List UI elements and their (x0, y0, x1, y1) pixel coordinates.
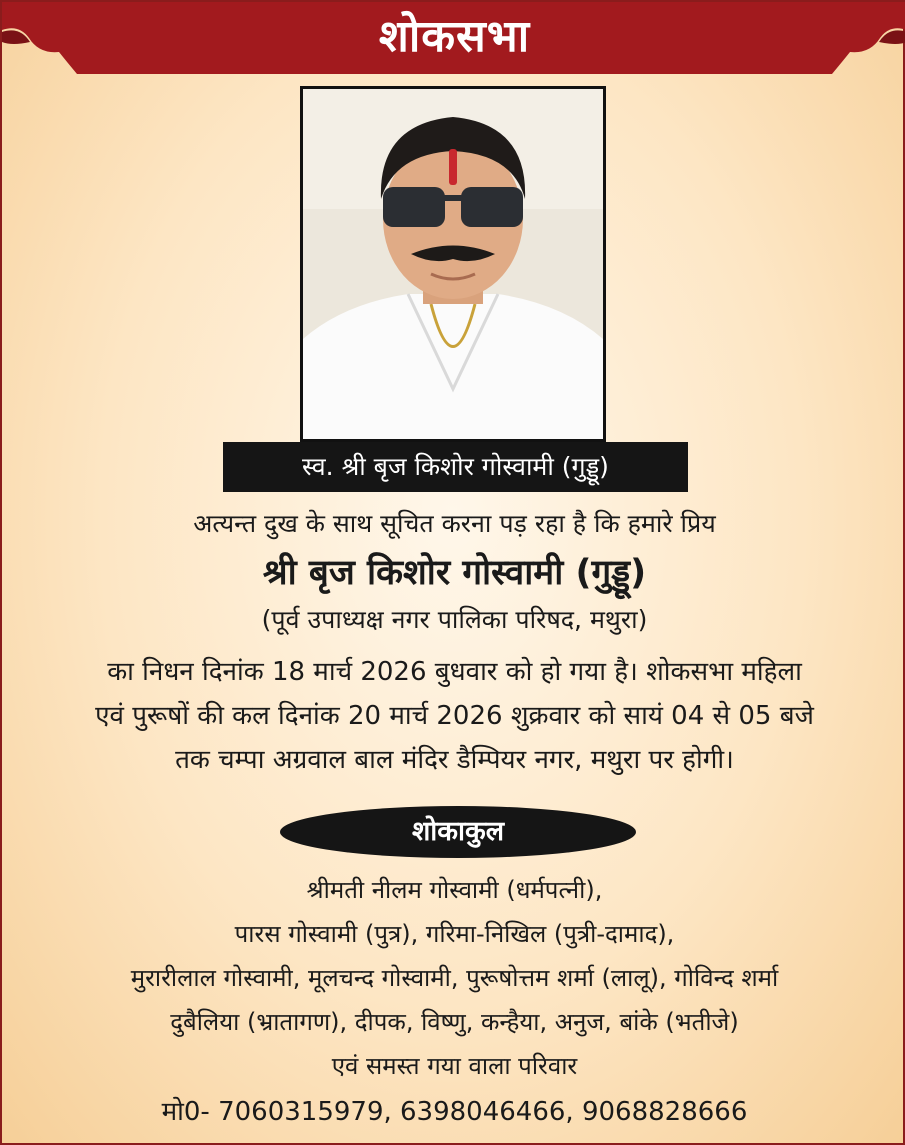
former-post: (पूर्व उपाध्यक्ष नगर पालिका परिषद, मथुरा) (261, 605, 648, 634)
deceased-name: श्री बृज किशोर गोस्वामी (गुड्डू) (262, 553, 647, 593)
mourner-line: पारस गोस्वामी (पुत्र), गरिमा-निखिल (पुत्री-दामाद), (234, 920, 675, 948)
notice-line: एवं पुरूषों की कल दिनांक 20 मार्च 2026 शुक्रवार को सायं 04 से 05 बजे (95, 701, 814, 731)
notice-line: तक चम्पा अग्रवाल बाल मंदिर डैम्पियर नगर, मथुरा पर होगी। (175, 745, 734, 775)
notice-intro: अत्यन्त दुख के साथ सूचित करना पड़ रहा है कि हमारे प्रिय (193, 509, 716, 538)
contact-numbers: मो0- 7060315979, 6398046466, 9068828666 (161, 1097, 748, 1127)
notice-body (12, 650, 897, 782)
mourner-line: मुरारीलाल गोस्वामी, मूलचन्द गोस्वामी, पुरूषोत्तम शर्मा (लालू), गोविन्द शर्मा (130, 964, 779, 992)
title-banner (2, 2, 905, 74)
mourner-line: एवं समस्त गया वाला परिवार (331, 1052, 578, 1080)
portrait-photo (300, 86, 606, 442)
banner-title: शोकसभा (378, 11, 531, 62)
mourners-heading-pill (280, 806, 636, 858)
mourner-line: श्रीमती नीलम गोस्वामी (धर्मपत्नी), (306, 876, 603, 904)
notice-line: का निधन दिनांक 18 मार्च 2026 बुधवार को हो गया है। शोकसभा महिला (107, 657, 802, 687)
mourners-heading: शोकाकुल (411, 816, 505, 847)
mourners-list (12, 868, 897, 1088)
mourner-line: दुबैलिया (भ्रातागण), दीपक, विष्णु, कन्हैया, अनुज, बांके (भतीजे) (170, 1008, 739, 1036)
portrait-caption: स्व. श्री बृज किशोर गोस्वामी (गुड्डू) (223, 442, 688, 492)
